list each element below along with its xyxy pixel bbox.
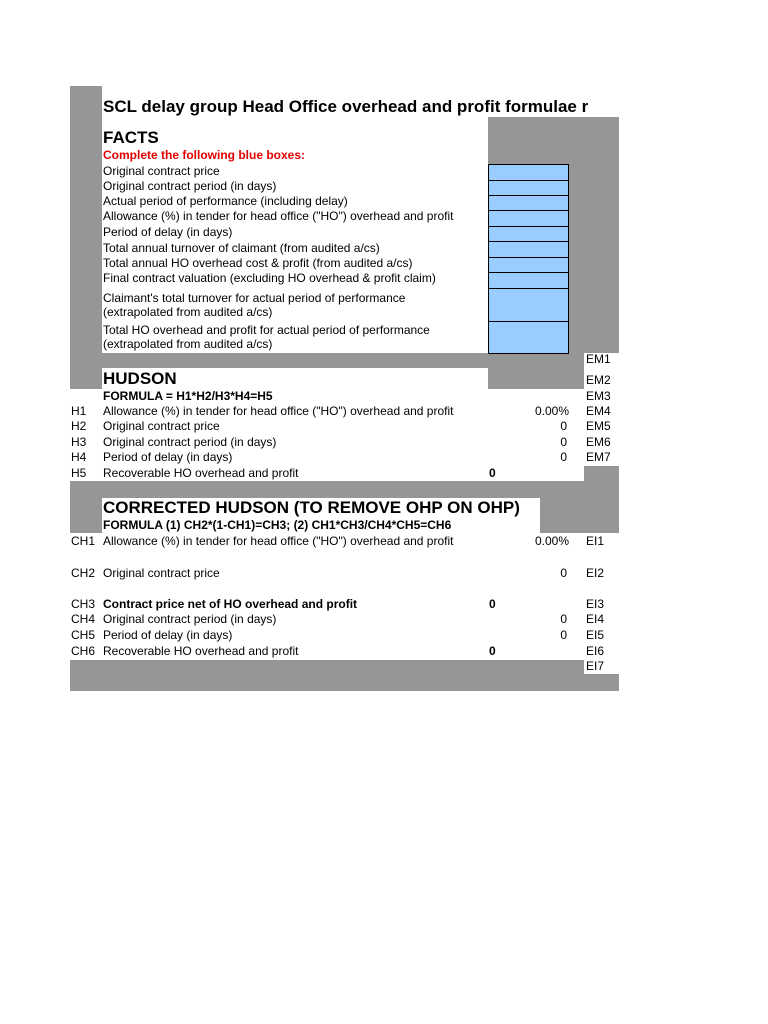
hudson-result-value: 0 — [489, 466, 496, 480]
row-code-h3: H3 — [71, 435, 87, 449]
facts-bottom-band — [70, 353, 584, 368]
side-ref-ei7: EI7 — [586, 659, 605, 673]
row-code-h1: H1 — [71, 404, 87, 418]
side-ref-em7: EM7 — [586, 450, 611, 464]
bottom-band-2 — [70, 674, 619, 691]
input-annual-turnover[interactable] — [488, 241, 569, 258]
facts-heading: FACTS — [103, 128, 159, 147]
corrected-row-label: Period of delay (in days) — [103, 628, 233, 642]
corrected-row-label: Original contract period (in days) — [103, 612, 277, 626]
row-code-ch5: CH5 — [71, 628, 96, 642]
side-ref-ei4: EI4 — [586, 612, 605, 626]
row-code-h2: H2 — [71, 419, 87, 433]
row-code-ch2: CH2 — [71, 566, 96, 580]
facts-row-label: Original contract period (in days) — [103, 179, 277, 193]
row-code-ch3: CH3 — [71, 597, 96, 611]
row-code-ch4: CH4 — [71, 612, 96, 626]
facts-row-label: Total annual turnover of claimant (from audited a/cs) — [103, 241, 380, 255]
hudson-row-label: Period of delay (in days) — [103, 450, 233, 464]
side-ref-em1: EM1 — [586, 352, 611, 366]
side-ref-ei1: EI1 — [586, 534, 605, 548]
corrected-row-value: 0.00% — [534, 534, 569, 548]
facts-row-label: Final contract valuation (excluding HO overhead & profit claim) — [103, 271, 436, 285]
bottom-band — [70, 660, 584, 674]
corrected-row-value: 0 — [560, 566, 567, 580]
facts-row-label: Total annual HO overhead cost & profit (from audited a/cs) — [103, 256, 413, 270]
corrected-row-value: 0 — [560, 628, 567, 642]
corrected-result-value: 0 — [489, 644, 496, 658]
corrected-net-price-value: 0 — [489, 597, 496, 611]
facts-row-label: Actual period of performance (including delay) — [103, 194, 348, 208]
corrected-right-grey — [540, 498, 619, 533]
corrected-row-label: Contract price net of HO overhead and profit — [103, 597, 358, 611]
input-original-contract-period[interactable] — [488, 180, 569, 196]
side-ref-ei2: EI2 — [586, 566, 605, 580]
side-ref-em6: EM6 — [586, 435, 611, 449]
corrected-row-label: Original contract price — [103, 566, 220, 580]
side-ref-ei5: EI5 — [586, 628, 605, 642]
side-ref-em5: EM5 — [586, 419, 611, 433]
facts-row-label: (extrapolated from audited a/cs) — [103, 337, 273, 351]
input-original-contract-price[interactable] — [488, 164, 569, 181]
side-ref-em2: EM2 — [586, 373, 611, 387]
hudson-row-value: 0 — [560, 419, 567, 433]
hudson-bottom-band — [70, 481, 619, 498]
corrected-row-label: Allowance (%) in tender for head office ("HO") overhead and profit — [103, 534, 454, 548]
hudson-row-value: 0.00% — [534, 404, 569, 418]
facts-row-label: Total HO overhead and profit for actual period of performance — [103, 323, 430, 337]
corrected-row-value: 0 — [560, 612, 567, 626]
facts-row-label: Allowance (%) in tender for head office ("HO") overhead and profit — [103, 209, 454, 223]
left-grey-bar — [70, 86, 102, 353]
input-annual-ho-overhead[interactable] — [488, 257, 569, 273]
side-ref-ei6: EI6 — [586, 644, 605, 658]
hudson-right-grey-column — [584, 466, 619, 481]
hudson-row-label: Allowance (%) in tender for head office ("HO") overhead and profit — [103, 404, 454, 418]
input-final-contract-valuation[interactable] — [488, 272, 569, 289]
corrected-hudson-heading: CORRECTED HUDSON (TO REMOVE OHP ON OHP) — [103, 498, 520, 517]
side-ref-em4: EM4 — [586, 404, 611, 418]
input-total-ho-overhead-profit[interactable] — [488, 321, 569, 354]
input-actual-period[interactable] — [488, 195, 569, 211]
corrected-row-label: Recoverable HO overhead and profit — [103, 644, 299, 658]
facts-row-label: Claimant's total turnover for actual period of performance — [103, 291, 406, 305]
row-code-ch6: CH6 — [71, 644, 96, 658]
hudson-row-label: Original contract period (in days) — [103, 435, 277, 449]
facts-row-label: Original contract price — [103, 164, 220, 178]
side-ref-ei3: EI3 — [586, 597, 605, 611]
hudson-formula: FORMULA = H1*H2/H3*H4=H5 — [103, 389, 273, 403]
input-allowance-percent[interactable] — [488, 210, 569, 227]
corrected-left-bar — [70, 498, 102, 533]
hudson-row-label: Original contract price — [103, 419, 220, 433]
hudson-row-value: 0 — [560, 435, 567, 449]
corrected-hudson-formula: FORMULA (1) CH2*(1-CH1)=CH3; (2) CH1*CH3/CH4*CH5=CH6 — [103, 518, 452, 532]
hudson-row-label: Recoverable HO overhead and profit — [103, 466, 299, 480]
input-claimant-total-turnover[interactable] — [488, 288, 569, 322]
row-code-ch1: CH1 — [71, 534, 96, 548]
side-ref-em3: EM3 — [586, 389, 611, 403]
input-period-of-delay[interactable] — [488, 226, 569, 242]
hudson-row-value: 0 — [560, 450, 567, 464]
row-code-h4: H4 — [71, 450, 87, 464]
facts-row-label: Period of delay (in days) — [103, 225, 233, 239]
hudson-left-bar — [70, 368, 102, 389]
facts-row-label: (extrapolated from audited a/cs) — [103, 305, 273, 319]
facts-instruction: Complete the following blue boxes: — [103, 148, 306, 162]
row-code-h5: H5 — [71, 466, 87, 480]
page-title: SCL delay group Head Office overhead and profit formulae r — [103, 97, 589, 116]
hudson-heading: HUDSON — [103, 369, 177, 388]
hudson-heading-right-grey — [488, 368, 584, 389]
